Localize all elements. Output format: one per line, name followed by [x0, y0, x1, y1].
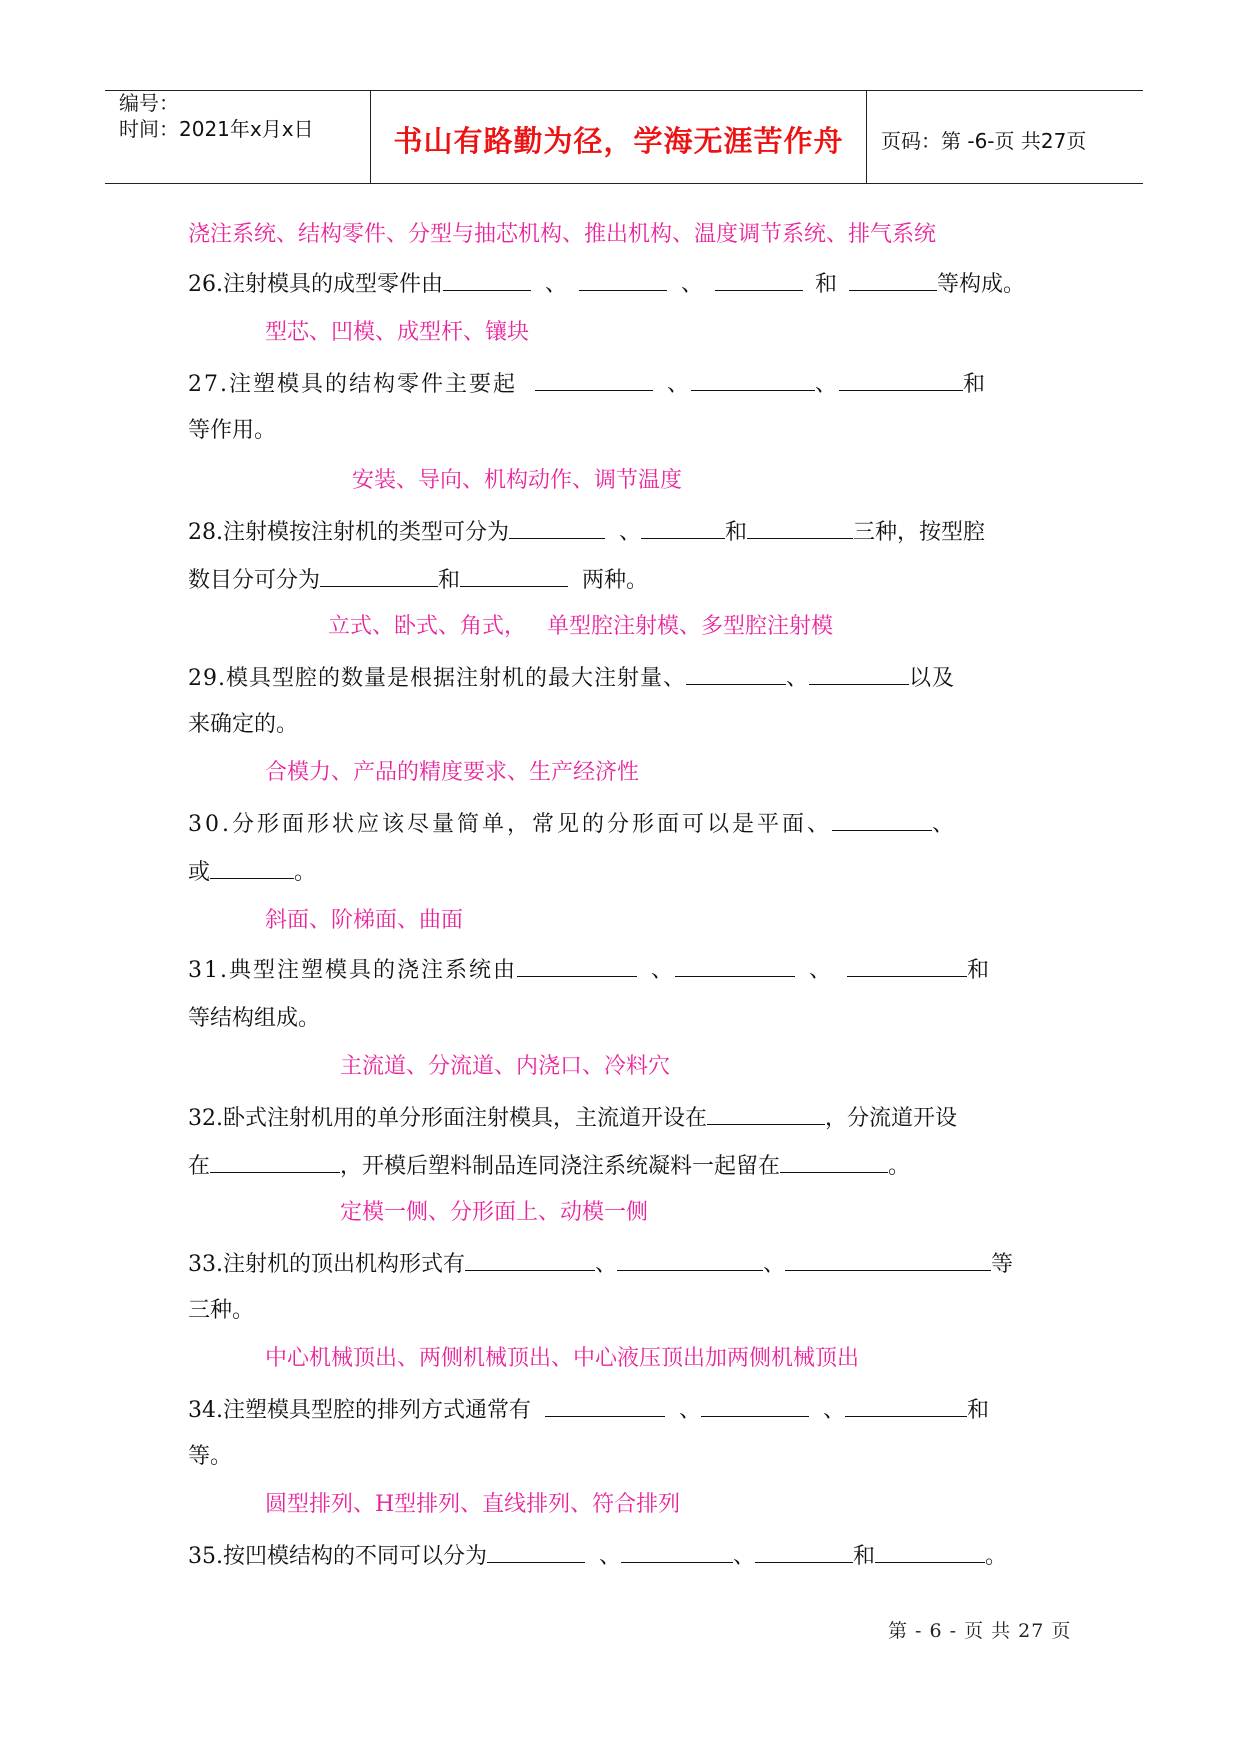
conjunction: 和: [438, 568, 461, 593]
separator: 、: [599, 1544, 622, 1569]
answer-blank: [707, 1102, 825, 1125]
question-text: 29.模具型腔的数量是根据注射机的最大注射量、: [188, 666, 686, 691]
answer-blank: [535, 368, 653, 391]
conjunction: 和: [815, 272, 838, 297]
answer-26: 型芯、凹模、成型杆、镶块: [265, 320, 530, 345]
question-27: [188, 368, 1058, 400]
question-text: 27.注塑模具的结构零件主要起: [188, 372, 517, 397]
answer-blank: [621, 1540, 733, 1563]
question-31: [188, 954, 1058, 986]
answer-34: 圆型排列、H型排列、直线排列、符合排列: [265, 1492, 681, 1517]
separator: 、: [545, 272, 568, 297]
answer-blank: [545, 1394, 665, 1417]
question-text: 34.注塑模具型腔的排列方式通常有: [188, 1398, 531, 1423]
separator: 、: [651, 958, 676, 983]
separator: 、: [815, 372, 840, 397]
question-30: [188, 808, 1058, 840]
separator: 、: [667, 372, 692, 397]
conjunction: 或: [188, 860, 211, 885]
answer-blank: [617, 1248, 763, 1271]
answer-blank: [849, 268, 937, 291]
question-32: [188, 1102, 1058, 1134]
question-text: 30.分形面形状应该尽量简单，常见的分形面可以是平面、: [188, 812, 832, 837]
question-29-cont: 来确定的。: [188, 712, 299, 737]
punctuation: 。: [985, 1544, 1008, 1569]
question-33: [188, 1248, 1058, 1280]
serial-label: 编号：: [119, 91, 179, 115]
separator: 、: [679, 1398, 702, 1423]
header-meta-cell: [105, 91, 370, 183]
question-text: 33.注射机的顶出机构形式有: [188, 1252, 465, 1277]
question-33-cont: 三种。: [188, 1298, 255, 1323]
question-text: 等构成。: [937, 272, 1026, 297]
question-27-cont: 等作用。: [188, 418, 277, 443]
answer-blank: [839, 368, 963, 391]
page-footer: 第 - 6 - 页 共 27 页: [888, 1620, 1072, 1642]
header-page-info: 页码：第 -6-页 共27页: [881, 129, 1087, 153]
answer-25: 浇注系统、结构零件、分型与抽芯机构、推出机构、温度调节系统、排气系统: [188, 222, 937, 247]
header-motto-cell: [370, 91, 867, 183]
question-26: [188, 268, 1058, 300]
question-30-cont: [188, 856, 1058, 888]
separator: 、: [932, 812, 958, 837]
answer-blank: [832, 808, 932, 831]
answer-blank: [460, 564, 568, 587]
question-text: 数目分可分为: [188, 568, 321, 593]
answer-30: 斜面、阶梯面、曲面: [265, 908, 464, 933]
question-text: ，分流道开设: [825, 1106, 958, 1131]
answer-32: 定模一侧、分形面上、动模一侧: [340, 1200, 649, 1225]
answer-blank: [675, 954, 795, 977]
motto-text: 书山有路勤为径，学海无涯苦作舟: [393, 124, 844, 158]
separator: 、: [763, 1252, 786, 1277]
conjunction: 和: [967, 1398, 990, 1423]
separator: 、: [619, 520, 642, 545]
answer-31: 主流道、分流道、内浇口、冷料穴: [340, 1054, 671, 1079]
page-header: [105, 90, 1143, 184]
separator: 、: [786, 666, 810, 691]
answer-29: 合模力、产品的精度要求、生产经济性: [265, 760, 640, 785]
question-text: 32.卧式注射机用的单分形面注射模具，主流道开设在: [188, 1106, 707, 1131]
question-text: 等: [991, 1252, 1014, 1277]
answer-blank: [641, 516, 725, 539]
answer-blank: [517, 954, 637, 977]
question-text: 31.典型注塑模具的浇注系统由: [188, 958, 517, 983]
separator: 、: [809, 958, 834, 983]
question-32-cont: [188, 1150, 1058, 1182]
answer-blank: [443, 268, 531, 291]
answer-blank: [465, 1248, 595, 1271]
question-31-cont: 等结构组成。: [188, 1006, 321, 1031]
answer-blank: [755, 1540, 853, 1563]
answer-33: 中心机械顶出、两侧机械顶出、中心液压顶出加两侧机械顶出: [265, 1346, 860, 1371]
conjunction: 和: [853, 1544, 876, 1569]
separator: 、: [595, 1252, 618, 1277]
conjunction: 和: [963, 372, 988, 397]
answer-blank: [847, 954, 967, 977]
answer-blank: [809, 662, 909, 685]
answer-blank: [875, 1540, 985, 1563]
punctuation: 。: [294, 860, 317, 885]
question-text: 在: [188, 1154, 211, 1179]
separator: 、: [681, 272, 704, 297]
answer-blank: [487, 1540, 585, 1563]
question-29: [188, 662, 1058, 694]
answer-blank: [691, 368, 815, 391]
answer-blank: [686, 662, 786, 685]
answer-blank: [210, 856, 294, 879]
question-text: 28.注射模按注射机的类型可分为: [188, 520, 509, 545]
conjunction: 和: [967, 958, 992, 983]
question-34: [188, 1394, 1058, 1426]
answer-blank: [845, 1394, 967, 1417]
question-28-cont: [188, 564, 1058, 596]
conjunction: 和: [725, 520, 748, 545]
answer-blank: [747, 516, 853, 539]
answer-blank: [320, 564, 438, 587]
punctuation: 。: [888, 1154, 911, 1179]
answer-blank: [785, 1248, 991, 1271]
question-text: 三种，按型腔: [853, 520, 986, 545]
question-35: [188, 1540, 1058, 1572]
date-label: 时间：2021年x月x日: [119, 117, 314, 141]
question-text: 两种。: [582, 568, 649, 593]
answer-blank: [701, 1394, 809, 1417]
question-text: 以及: [909, 666, 956, 691]
question-34-cont: 等。: [188, 1444, 233, 1469]
header-page-cell: [867, 91, 1143, 183]
separator: 、: [733, 1544, 756, 1569]
answer-blank: [509, 516, 605, 539]
answer-blank: [715, 268, 803, 291]
question-text: ，开模后塑料制品连同浇注系统凝料一起留在: [340, 1154, 781, 1179]
answer-blank: [210, 1150, 340, 1173]
answer-blank: [780, 1150, 888, 1173]
answer-blank: [579, 268, 667, 291]
question-28: [188, 516, 1058, 548]
separator: 、: [823, 1398, 846, 1423]
answer-27: 安装、导向、机构动作、调节温度: [352, 468, 683, 493]
question-text: 35.按凹模结构的不同可以分为: [188, 1544, 487, 1569]
question-text: 26.注射模具的成型零件由: [188, 272, 443, 297]
answer-28: 立式、卧式、角式， 单型腔注射模、多型腔注射模: [328, 614, 833, 639]
